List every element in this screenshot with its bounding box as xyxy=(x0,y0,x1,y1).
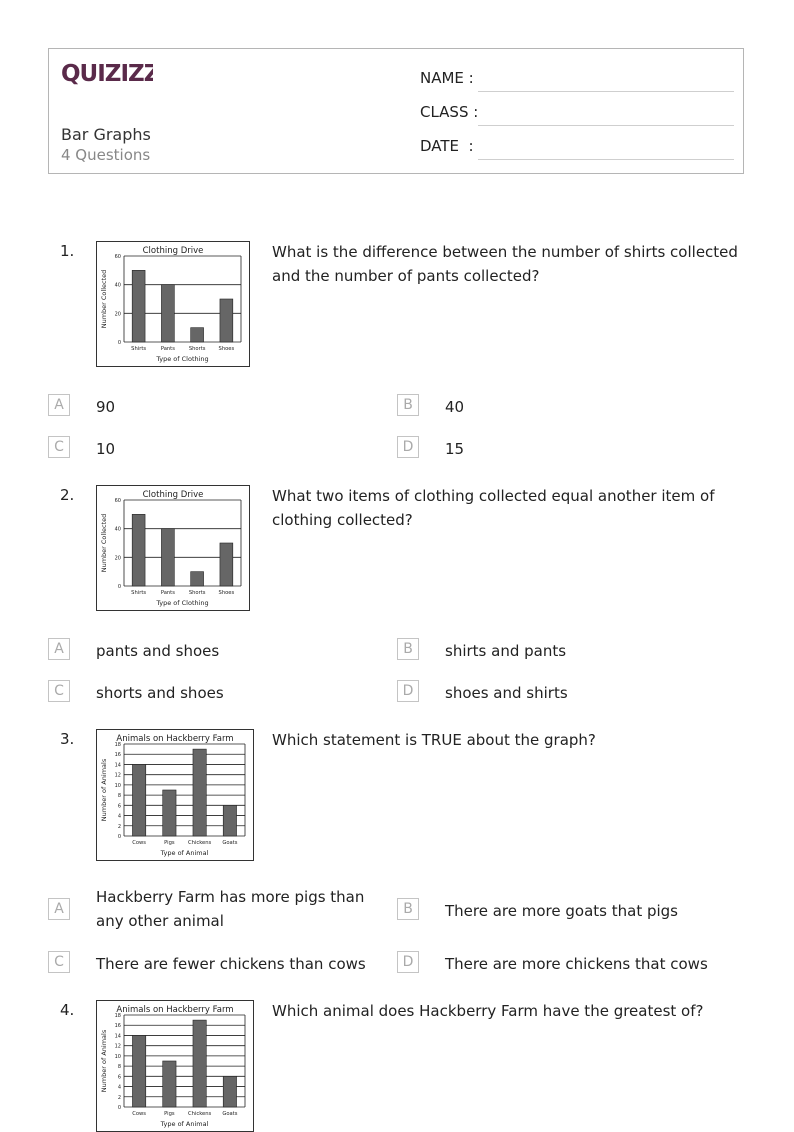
question-number: 2. xyxy=(60,486,75,504)
option-text: Hackberry Farm has more pigs than any other animal xyxy=(96,888,365,930)
option-text: 10 xyxy=(96,440,116,458)
chart-title: Clothing Drive xyxy=(142,490,204,500)
bar-goats xyxy=(223,805,236,836)
y-tick-label: 0 xyxy=(117,1105,121,1111)
option-text: There are more chickens that cows xyxy=(445,955,708,973)
question-text: What two items of clothing collected equal another item of clothing collected? xyxy=(272,487,715,529)
question-2-chart xyxy=(96,485,250,611)
y-axis-label: Number of Animals xyxy=(100,1029,108,1093)
date-line[interactable] xyxy=(478,159,734,160)
bar-shorts xyxy=(191,572,204,586)
x-tick-label: Shorts xyxy=(188,346,206,352)
option-text: 90 xyxy=(96,398,116,416)
option-letter: B xyxy=(397,638,419,660)
option-letter: A xyxy=(48,898,70,920)
y-tick-label: 6 xyxy=(117,1074,121,1081)
y-tick-label: 8 xyxy=(117,793,121,800)
y-tick-label: 10 xyxy=(114,1053,121,1060)
option-letter: D xyxy=(397,951,419,973)
option-letter: A xyxy=(48,638,70,660)
option-letter: B xyxy=(397,394,419,416)
svg-text:QUIZIZZ: QUIZIZZ xyxy=(61,61,153,87)
y-tick-label: 20 xyxy=(114,311,121,318)
bar-pants xyxy=(161,529,174,586)
question-text: Which animal does Hackberry Farm have the greatest of? xyxy=(272,1002,704,1020)
y-tick-label: 0 xyxy=(117,340,121,346)
x-tick-label: Pants xyxy=(160,590,175,596)
option-letter: C xyxy=(48,436,70,458)
option-text: 40 xyxy=(445,398,465,416)
chart-title: Animals on Hackberry Farm xyxy=(116,734,234,744)
x-tick-label: Shoes xyxy=(218,346,235,352)
y-tick-label: 0 xyxy=(117,584,121,590)
question-count: 4 Questions xyxy=(61,146,151,164)
option-letter: D xyxy=(397,680,419,702)
bar-chickens xyxy=(193,749,206,836)
y-tick-label: 16 xyxy=(114,752,121,759)
option-letter: B xyxy=(397,898,419,920)
y-tick-label: 40 xyxy=(114,526,121,533)
y-tick-label: 14 xyxy=(114,1033,121,1040)
bar-chickens xyxy=(193,1020,206,1107)
x-tick-label: Pants xyxy=(160,346,175,352)
y-tick-label: 18 xyxy=(114,742,121,748)
x-tick-label: Cows xyxy=(132,840,146,846)
bar-shirts xyxy=(132,270,145,342)
question-number: 4. xyxy=(60,1001,75,1019)
date-label: DATE : xyxy=(420,137,474,155)
class-line[interactable] xyxy=(478,125,734,126)
option-text: There are more goats that pigs xyxy=(445,902,678,920)
option-text: 15 xyxy=(445,440,465,458)
bar-goats xyxy=(223,1076,236,1107)
bar-pigs xyxy=(163,1061,176,1107)
y-tick-label: 14 xyxy=(114,762,121,769)
bar-shoes xyxy=(220,299,233,342)
name-field[interactable] xyxy=(420,69,734,91)
x-tick-label: Pigs xyxy=(164,1111,175,1117)
option-text: shoes and shirts xyxy=(445,684,568,702)
option-letter: C xyxy=(48,680,70,702)
class-label: CLASS : xyxy=(420,103,479,121)
option-text: There are fewer chickens than cows xyxy=(96,955,366,973)
option-text: shirts and pants xyxy=(445,642,567,660)
x-tick-label: Goats xyxy=(222,1111,238,1117)
date-field[interactable] xyxy=(420,137,734,159)
worksheet-header xyxy=(48,48,744,174)
question-text: Which statement is TRUE about the graph? xyxy=(272,731,596,749)
name-line[interactable] xyxy=(478,91,734,92)
x-tick-label: Pigs xyxy=(164,840,175,846)
y-tick-label: 4 xyxy=(117,813,121,820)
chart-title: Clothing Drive xyxy=(142,246,204,256)
x-axis-label: Type of Clothing xyxy=(156,355,209,363)
question-text: What is the difference between the number of shirts collected and the number of pants collected? xyxy=(272,243,738,285)
y-tick-label: 16 xyxy=(114,1023,121,1030)
option-text: pants and shoes xyxy=(96,642,220,660)
bar-cows xyxy=(132,764,145,836)
y-tick-label: 6 xyxy=(117,803,121,810)
x-axis-label: Type of Animal xyxy=(160,1120,209,1128)
name-label: NAME : xyxy=(420,69,474,87)
y-tick-label: 4 xyxy=(117,1084,121,1091)
class-field[interactable] xyxy=(420,103,734,125)
bar-pants xyxy=(161,285,174,342)
x-tick-label: Goats xyxy=(222,840,238,846)
x-tick-label: Chickens xyxy=(188,840,212,846)
question-number: 3. xyxy=(60,730,75,748)
option-text: shorts and shoes xyxy=(96,684,224,702)
y-tick-label: 12 xyxy=(114,772,121,779)
bar-shorts xyxy=(191,328,204,342)
y-tick-label: 20 xyxy=(114,555,121,562)
y-tick-label: 40 xyxy=(114,282,121,289)
y-tick-label: 10 xyxy=(114,782,121,789)
quizizz-logo xyxy=(61,59,153,91)
y-tick-label: 2 xyxy=(117,1094,121,1101)
bar-pigs xyxy=(163,790,176,836)
y-tick-label: 0 xyxy=(117,834,121,840)
question-number: 1. xyxy=(60,242,75,260)
y-tick-label: 2 xyxy=(117,823,121,830)
y-tick-label: 12 xyxy=(114,1043,121,1050)
y-tick-label: 8 xyxy=(117,1064,121,1071)
x-tick-label: Chickens xyxy=(188,1111,212,1117)
chart-title: Animals on Hackberry Farm xyxy=(116,1005,234,1015)
question-4-chart xyxy=(96,1000,254,1132)
bar-shirts xyxy=(132,514,145,586)
option-letter: D xyxy=(397,436,419,458)
x-tick-label: Cows xyxy=(132,1111,146,1117)
y-axis-label: Number Collected xyxy=(100,513,108,573)
y-tick-label: 18 xyxy=(114,1013,121,1019)
y-axis-label: Number of Animals xyxy=(100,758,108,822)
question-3-chart xyxy=(96,729,254,861)
y-tick-label: 60 xyxy=(114,254,121,260)
x-axis-label: Type of Animal xyxy=(160,849,209,857)
bar-shoes xyxy=(220,543,233,586)
x-tick-label: Shorts xyxy=(188,590,206,596)
x-tick-label: Shoes xyxy=(218,590,235,596)
x-axis-label: Type of Clothing xyxy=(156,599,209,607)
x-tick-label: Shirts xyxy=(131,590,147,596)
option-letter: A xyxy=(48,394,70,416)
option-letter: C xyxy=(48,951,70,973)
question-1-chart xyxy=(96,241,250,367)
y-axis-label: Number Collected xyxy=(100,269,108,329)
x-tick-label: Shirts xyxy=(131,346,147,352)
worksheet-title: Bar Graphs xyxy=(61,125,151,144)
bar-cows xyxy=(132,1035,145,1107)
y-tick-label: 60 xyxy=(114,498,121,504)
